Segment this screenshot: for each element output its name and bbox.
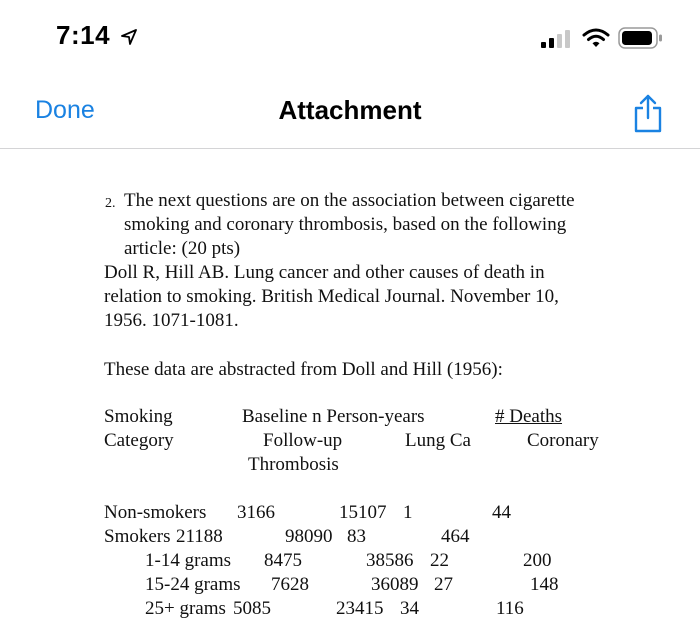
header-coronary: Coronary	[527, 430, 599, 451]
header-baseline: Baseline n Person-years	[242, 406, 425, 427]
citation-line: 1956. 1071-1081.	[104, 310, 239, 331]
header-smoking: Smoking	[104, 406, 173, 427]
row-coronary: 148	[530, 574, 559, 595]
document-view[interactable]	[0, 149, 700, 623]
row-n: 3166	[237, 502, 275, 523]
row-person-years: 36089	[371, 574, 419, 595]
row-lung-ca: 34	[400, 598, 419, 619]
row-person-years: 23415	[336, 598, 384, 619]
question-number: 2.	[105, 196, 116, 211]
row-n: 5085	[233, 598, 271, 619]
wifi-icon	[582, 27, 610, 49]
header-followup: Follow-up	[263, 430, 343, 451]
header-lungca: Lung Ca	[405, 430, 471, 451]
row-coronary: 464	[441, 526, 470, 547]
row-coronary: 116	[496, 598, 524, 619]
cellular-signal-icon	[540, 29, 574, 49]
intro-text: These data are abstracted from Doll and Hill (1956):	[104, 359, 503, 380]
row-lung-ca: 1	[403, 502, 413, 523]
row-person-years: 15107	[339, 502, 387, 523]
question-line: smoking and coronary thrombosis, based on the following	[124, 214, 567, 235]
header-deaths: # Deaths	[495, 406, 563, 427]
page-title: Attachment	[278, 95, 422, 125]
status-time: 7:14	[56, 20, 111, 50]
location-arrow-icon	[120, 28, 138, 46]
row-n: 8475	[264, 550, 302, 571]
citation-line: Doll R, Hill AB. Lung cancer and other causes of death in	[104, 262, 545, 283]
citation-line: relation to smoking. British Medical Journal. November 10,	[104, 286, 559, 307]
row-category: 15-24 grams	[145, 574, 241, 595]
row-person-years: 98090	[285, 526, 333, 547]
row-person-years: 38586	[366, 550, 414, 571]
row-category: Smokers	[104, 526, 171, 547]
row-lung-ca: 83	[347, 526, 366, 547]
question-line: article: (20 pts)	[124, 238, 241, 259]
row-n: 21188	[176, 526, 223, 547]
row-coronary: 200	[523, 550, 552, 571]
battery-icon	[618, 26, 664, 50]
row-category: 1-14 grams	[145, 550, 232, 571]
share-icon[interactable]	[632, 92, 664, 134]
row-n: 7628	[271, 574, 309, 595]
row-coronary: 44	[492, 502, 511, 523]
row-category: Non-smokers	[104, 502, 207, 523]
done-button[interactable]: Done	[35, 96, 95, 124]
header-thrombosis: Thrombosis	[248, 454, 339, 475]
row-lung-ca: 27	[434, 574, 453, 595]
header-category: Category	[104, 430, 174, 451]
row-lung-ca: 22	[430, 550, 449, 571]
question-line: The next questions are on the association between cigarette	[124, 190, 575, 211]
row-category: 25+ grams	[145, 598, 226, 619]
